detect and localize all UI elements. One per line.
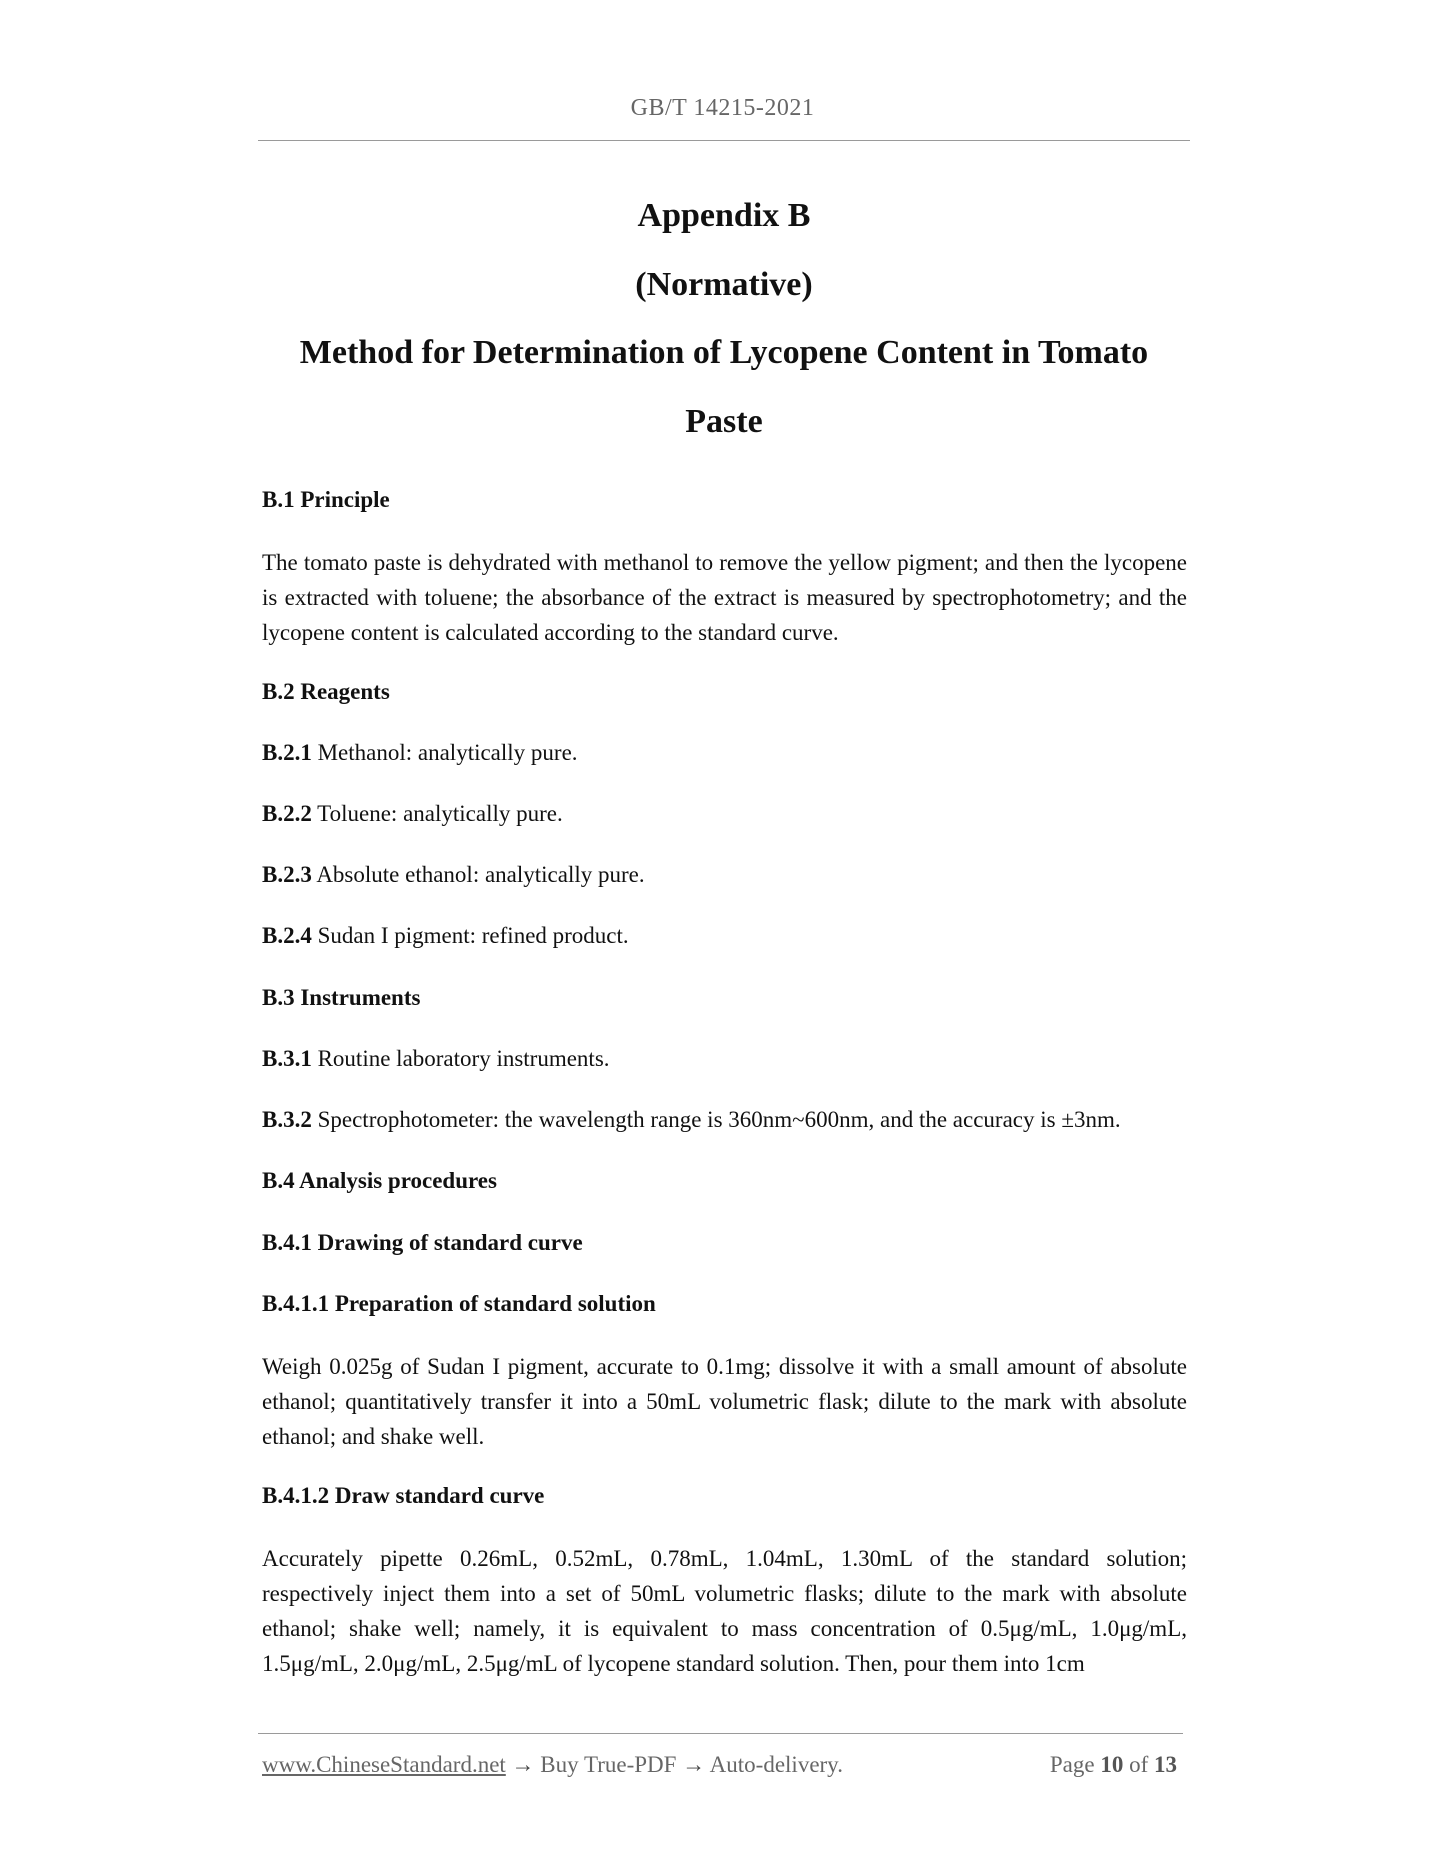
section-heading-b4: B.4 Analysis procedures: [262, 1168, 497, 1193]
section-heading-b41: B.4.1 Drawing of standard curve: [262, 1230, 583, 1255]
section-heading-b1: B.1 Principle: [262, 487, 390, 512]
reagent-item: [262, 923, 629, 949]
page-label: Page: [1049, 1752, 1095, 1777]
arrow-right-icon: →: [511, 1752, 535, 1777]
item-text: Sudan I pigment: refined product.: [311, 923, 629, 948]
item-number: B.3.1: [262, 1046, 312, 1071]
item-number: B.2.3: [262, 862, 312, 887]
item-number: B.2.4: [262, 923, 312, 948]
footer-divider: [258, 1733, 1183, 1734]
header-divider: [258, 140, 1190, 141]
section-heading-b411: B.4.1.1 Preparation of standard solution: [262, 1291, 656, 1316]
item-text: Spectrophotometer: the wavelength range is 360nm~600nm, and the accuracy is ±3nm.: [311, 1107, 1121, 1132]
auto-delivery-text: Auto-delivery.: [705, 1752, 843, 1777]
page-number: [1050, 1752, 1177, 1778]
instrument-item: [262, 1107, 1121, 1133]
page-current: 10: [1100, 1752, 1124, 1777]
item-text: Toluene: analytically pure.: [311, 801, 563, 826]
page-header-standard-code: GB/T 14215-2021: [630, 95, 815, 121]
reagent-item: [262, 801, 563, 827]
method-title-line2: Paste: [685, 403, 763, 440]
section-heading-b412: B.4.1.2 Draw standard curve: [262, 1483, 545, 1508]
buy-true-pdf-text: Buy True-PDF: [534, 1752, 683, 1777]
page-total: 13: [1154, 1752, 1177, 1777]
item-text: Absolute ethanol: analytically pure.: [311, 862, 645, 887]
item-text: Methanol: analytically pure.: [311, 740, 578, 765]
section-heading-b3: B.3 Instruments: [262, 985, 421, 1010]
section-heading-b2: B.2 Reagents: [262, 679, 390, 704]
instrument-item: [262, 1046, 610, 1072]
reagent-item: [262, 862, 645, 888]
item-number: B.2.1: [262, 740, 312, 765]
page-of-label: of: [1129, 1752, 1149, 1777]
item-text: Routine laboratory instruments.: [311, 1046, 610, 1071]
section-b412-text: Accurately pipette 0.26mL, 0.52mL, 0.78mL, 1.04mL, 1.30mL of the standard solution; respectively inject them into a set of 50mL volumetric flasks; dilute to the mark with absolute ethanol; shake well; namely, it is equivalent to mass concentration of 0.5μg/mL, 1.0μg/mL, 1.5μg/mL, 2.0μg/mL, 2.5μg/mL of lycopene standard solution. Then, pour them into 1cm: [262, 1546, 1187, 1676]
method-title-line1: Method for Determination of Lycopene Content in Tomato: [299, 334, 1149, 371]
footer-links: [262, 1752, 843, 1778]
item-number: B.2.2: [262, 801, 312, 826]
website-link[interactable]: www.ChineseStandard.net: [262, 1752, 506, 1777]
appendix-type: (Normative): [635, 266, 813, 303]
item-number: B.3.2: [262, 1107, 312, 1132]
section-b1-text: The tomato paste is dehydrated with methanol to remove the yellow pigment; and then the lycopene is extracted with toluene; the absorbance of the extract is measured by spectrophotometry; and the lycopene content is calculated according to the standard curve.: [262, 550, 1187, 645]
section-b411-text: Weigh 0.025g of Sudan I pigment, accurate to 0.1mg; dissolve it with a small amount of absolute ethanol; quantitatively transfer it into a 50mL volumetric flask; dilute to the mark with absolute ethanol; and shake well.: [262, 1354, 1187, 1449]
arrow-right-icon: →: [682, 1752, 706, 1777]
appendix-title: Appendix B: [637, 197, 811, 234]
reagent-item: [262, 740, 578, 766]
